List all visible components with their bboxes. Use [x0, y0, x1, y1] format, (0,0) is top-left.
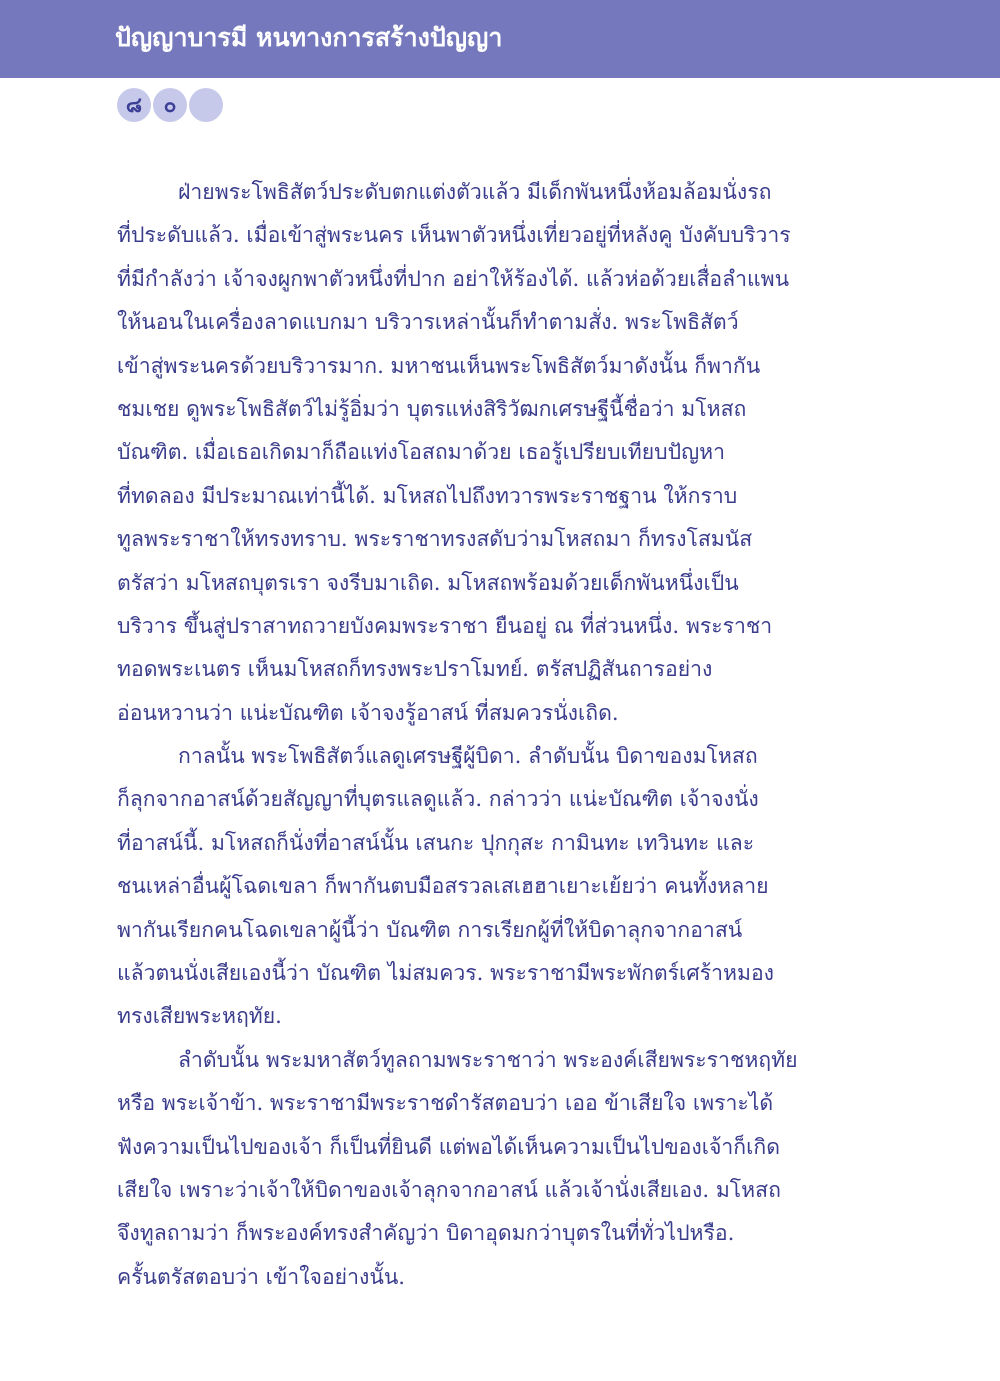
page-number-digit: ๐	[153, 88, 187, 122]
text-line: ก็ลุกจากอาสน์ด้วยสัญญาที่บุตรแลดูแล้ว. กล่าวว่า แน่ะบัณฑิต เจ้าจงนั่ง	[117, 786, 759, 812]
text-line: อ่อนหวานว่า แน่ะบัณฑิต เจ้าจงรู้อาสน์ ที่สมควรนั่งเถิด.	[117, 699, 619, 725]
text-line: ที่อาสน์นี้. มโหสถก็นั่งที่อาสน์นั้น เสนกะ ปุกกุสะ กามินทะ เทวินทะ และ	[117, 829, 755, 855]
text-line: ทอดพระเนตร เห็นมโหสถก็ทรงพระปราโมทย์. ตรัสปฏิสันถารอย่าง	[117, 656, 713, 682]
text-line: ฝ่ายพระโพธิสัตว์ประดับตกแต่งตัวแล้ว มีเด็กพันหนึ่งห้อมล้อมนั่งรถ	[178, 179, 772, 204]
text-line: ที่ประดับแล้ว. เมื่อเข้าสู่พระนคร เห็นพาตัวหนึ่งเที่ยวอยู่ที่หลังคู บังคับบริวาร	[117, 222, 791, 248]
text-line: ชมเชย ดูพระโพธิสัตว์ไม่รู้อิ่มว่า บุตรแห่งสิริวัฒกเศรษฐีนี้ชื่อว่า มโหสถ	[117, 395, 747, 421]
text-line: เสียใจ เพราะว่าเจ้าให้บิดาของเจ้าลุกจากอาสน์ แล้วเจ้านั่งเสียเอง. มโหสถ	[117, 1176, 781, 1202]
text-line: ฟังความเป็นไปของเจ้า ก็เป็นที่ยินดี แต่พอได้เห็นความเป็นไปของเจ้าก็เกิด	[117, 1133, 780, 1159]
page-number-digit	[189, 88, 223, 122]
text-line: บัณฑิต. เมื่อเธอเกิดมาก็ถือแท่งโอสถมาด้วย เธอรู้เปรียบเทียบปัญหา	[117, 439, 725, 465]
text-line: บริวาร ขึ้นสู่ปราสาทถวายบังคมพระราชา ยืนอยู่ ณ ที่ส่วนหนึ่ง. พระราชา	[117, 612, 773, 638]
text-line: จึงทูลถามว่า ก็พระองค์ทรงสำคัญว่า บิดาอุดมกว่าบุตรในที่ทั่วไปหรือ.	[117, 1220, 735, 1246]
text-line: ลำดับนั้น พระมหาสัตว์ทูลถามพระราชาว่า พระองค์เสียพระราชหฤทัย	[178, 1046, 798, 1072]
text-line: แล้วตนนั่งเสียเองนี้ว่า บัณฑิต ไม่สมควร. พระราชามีพระพักตร์เศร้าหมอง	[117, 960, 775, 986]
text-line: ทรงเสียพระหฤทัย.	[117, 1003, 282, 1029]
text-line: ที่มีกำลังว่า เจ้าจงผูกพาตัวหนึ่งที่ปาก อย่าให้ร้องได้. แล้วห่อด้วยเสื่อลำแพน	[117, 265, 790, 291]
text-line: กาลนั้น พระโพธิสัตว์แลดูเศรษฐีผู้บิดา. ลำดับนั้น บิดาของมโหสถ	[178, 743, 758, 769]
text-line: เข้าสู่พระนครด้วยบริวารมาก. มหาชนเห็นพระโพธิสัตว์มาดังนั้น ก็พากัน	[117, 352, 761, 378]
text-line: พากันเรียกคนโฉดเขลาผู้นี้ว่า บัณฑิต การเรียกผู้ที่ให้บิดาลุกจากอาสน์	[117, 916, 743, 942]
header-bar	[0, 0, 1000, 78]
page-number	[117, 88, 225, 122]
paragraph-1	[117, 170, 857, 734]
text-line: ตรัสว่า มโหสถบุตรเรา จงรีบมาเถิด. มโหสถพร้อมด้วยเด็กพันหนึ่งเป็น	[117, 569, 739, 595]
page-number-digit: ๘	[117, 88, 151, 122]
paragraph-3	[117, 1038, 857, 1298]
text-line: หรือ พระเจ้าข้า. พระราชามีพระราชดำรัสตอบว่า เออ ข้าเสียใจ เพราะได้	[117, 1090, 774, 1116]
text-line: ครั้นตรัสตอบว่า เข้าใจอย่างนั้น.	[117, 1263, 406, 1289]
text-line: ชนเหล่าอื่นผู้โฉดเขลา ก็พากันตบมือสรวลเสเฮฮาเยาะเย้ยว่า คนทั้งหลาย	[117, 873, 769, 899]
book-title: ปัญญาบารมี หนทางการสร้างปัญญา	[115, 23, 503, 52]
text-line: ทูลพระราชาให้ทรงทราบ. พระราชาทรงสดับว่ามโหสถมา ก็ทรงโสมนัส	[117, 526, 753, 552]
body-text	[117, 170, 857, 1298]
text-line: ที่ทดลอง มีประมาณเท่านี้ได้. มโหสถไปถึงทวารพระราชฐาน ให้กราบ	[117, 482, 738, 508]
paragraph-2	[117, 734, 857, 1038]
text-line: ให้นอนในเครื่องลาดแบกมา บริวารเหล่านั้นก็ทำตามสั่ง. พระโพธิสัตว์	[117, 309, 739, 335]
